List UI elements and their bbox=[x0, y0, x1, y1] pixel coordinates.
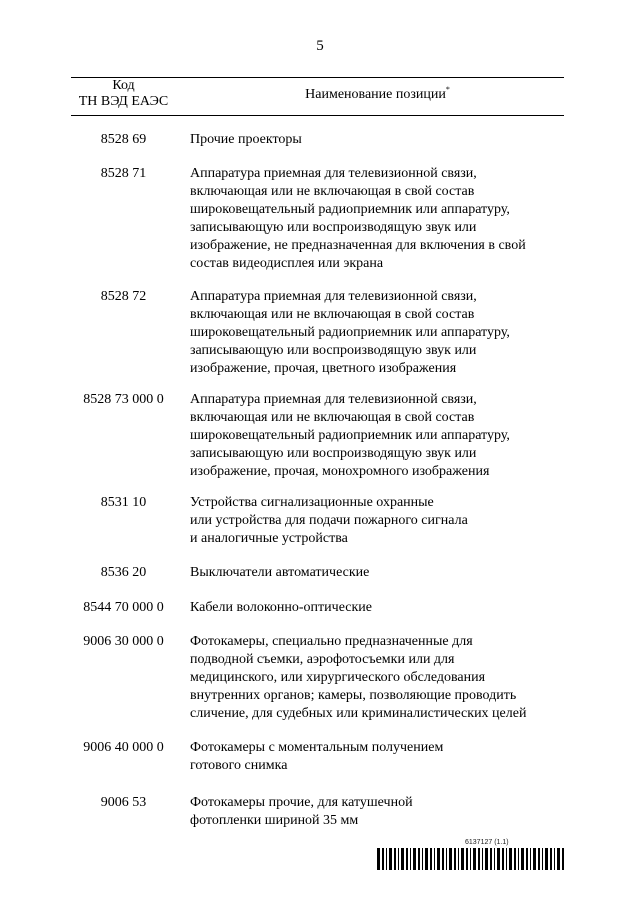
row-code: 8531 10 bbox=[100, 495, 147, 510]
description-line: изображение, прочая, цветного изображения bbox=[190, 361, 457, 376]
header-code-line1: Код bbox=[112, 78, 135, 93]
description-line: широковещательный радиоприемник или аппаратуру, bbox=[190, 202, 510, 217]
description-line: фотопленки шириной 35 мм bbox=[190, 813, 359, 828]
description-line: включающая или не включающая в свой состав bbox=[190, 184, 475, 199]
description-line: изображение, прочая, монохромного изображения bbox=[190, 464, 490, 479]
row-code: 8528 72 bbox=[100, 289, 147, 304]
row-code: 8528 69 bbox=[100, 132, 147, 147]
row-description bbox=[190, 564, 575, 582]
row-code: 9006 30 000 0 bbox=[83, 634, 164, 649]
description-line: изображение, не предназначенная для включения в свой bbox=[190, 238, 526, 253]
description-line: Фотокамеры, специально предназначенные для bbox=[190, 634, 473, 649]
row-description bbox=[190, 391, 575, 481]
header-code-line2: ТН ВЭД ЕАЭС bbox=[78, 94, 169, 109]
description-line: записывающую или воспроизводящую звук или bbox=[190, 343, 477, 358]
description-line: внутренних органов; камеры, позволяющие проводить bbox=[190, 688, 517, 703]
description-line: Аппаратура приемная для телевизионной связи, bbox=[190, 289, 477, 304]
row-description bbox=[190, 599, 575, 617]
barcode bbox=[377, 848, 565, 870]
document-stamp: 6137127 (1.1) bbox=[465, 839, 509, 846]
description-line: включающая или не включающая в свой состав bbox=[190, 307, 475, 322]
header-name-text: Наименование позиции bbox=[305, 87, 446, 102]
description-line: широковещательный радиоприемник или аппаратуру, bbox=[190, 428, 510, 443]
description-line: и аналогичные устройства bbox=[190, 531, 348, 546]
header-code-column bbox=[71, 78, 176, 110]
row-description bbox=[190, 165, 575, 273]
description-line: Аппаратура приемная для телевизионной связи, bbox=[190, 392, 477, 407]
row-code: 8528 73 000 0 bbox=[83, 392, 164, 407]
description-line: включающая или не включающая в свой состав bbox=[190, 410, 475, 425]
row-description bbox=[190, 131, 575, 149]
description-line: широковещательный радиоприемник или аппаратуру, bbox=[190, 325, 510, 340]
row-description bbox=[190, 794, 575, 830]
row-description bbox=[190, 494, 575, 548]
row-code: 8528 71 bbox=[100, 166, 147, 181]
description-line: Выключатели автоматические bbox=[190, 565, 370, 580]
row-description bbox=[190, 288, 575, 378]
row-description bbox=[190, 739, 575, 775]
header-footnote-mark: * bbox=[445, 85, 450, 94]
header-name-column bbox=[191, 87, 564, 103]
description-line: Аппаратура приемная для телевизионной связи, bbox=[190, 166, 477, 181]
description-line: Прочие проекторы bbox=[190, 132, 302, 147]
row-code: 8536 20 bbox=[100, 565, 147, 580]
row-code: 8544 70 000 0 bbox=[83, 600, 164, 615]
description-line: Фотокамеры с моментальным получением bbox=[190, 740, 444, 755]
description-line: или устройства для подачи пожарного сигнала bbox=[190, 513, 468, 528]
row-code: 9006 40 000 0 bbox=[83, 740, 164, 755]
description-line: записывающую или воспроизводящую звук или bbox=[190, 220, 477, 235]
description-line: Кабели волоконно-оптические bbox=[190, 600, 372, 615]
table-header bbox=[71, 77, 564, 116]
description-line: готового снимка bbox=[190, 758, 288, 773]
page-number: 5 bbox=[316, 38, 324, 54]
description-line: Устройства сигнализационные охранные bbox=[190, 495, 434, 510]
description-line: подводной съемки, аэрофотосъемки или для bbox=[190, 652, 455, 667]
description-line: медицинского, или хирургического обследования bbox=[190, 670, 486, 685]
description-line: сличение, для судебных или криминалистических целей bbox=[190, 706, 527, 721]
description-line: состав видеодисплея или экрана bbox=[190, 256, 384, 271]
description-line: Фотокамеры прочие, для катушечной bbox=[190, 795, 413, 810]
row-code: 9006 53 bbox=[100, 795, 147, 810]
description-line: записывающую или воспроизводящую звук или bbox=[190, 446, 477, 461]
row-description bbox=[190, 633, 575, 723]
